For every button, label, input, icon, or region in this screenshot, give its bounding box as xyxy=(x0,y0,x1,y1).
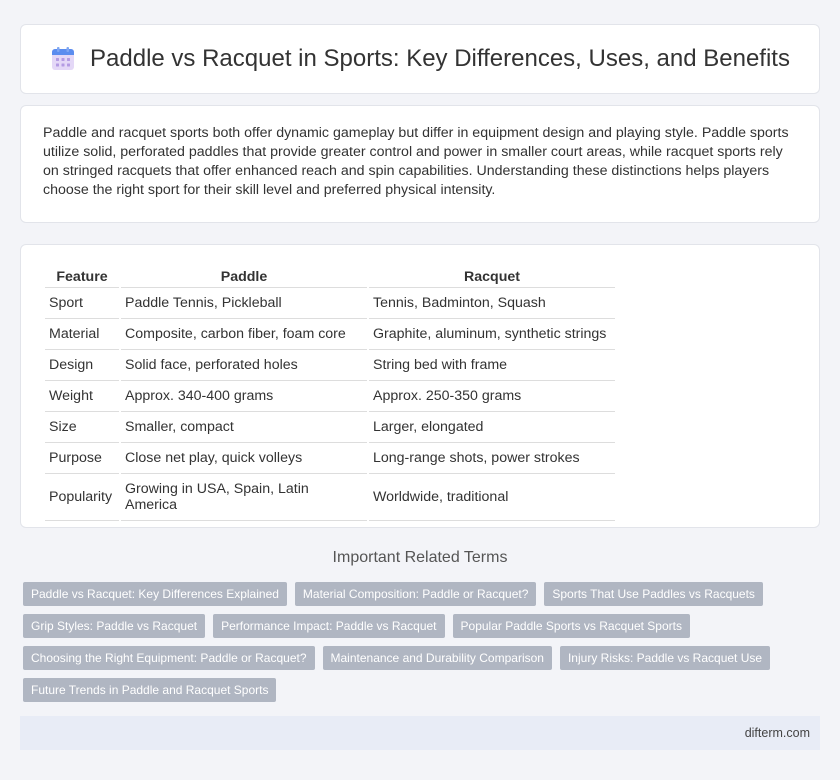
header-racquet: Racquet xyxy=(369,265,615,288)
row-racquet: Larger, elongated xyxy=(369,412,615,443)
related-term-tag[interactable]: Grip Styles: Paddle vs Racquet xyxy=(23,614,205,638)
row-paddle: Close net play, quick volleys xyxy=(121,443,367,474)
header-paddle: Paddle xyxy=(121,265,367,288)
row-racquet: Graphite, aluminum, synthetic strings xyxy=(369,319,615,350)
row-paddle: Paddle Tennis, Pickleball xyxy=(121,288,367,319)
table-row xyxy=(45,319,615,350)
table-row xyxy=(45,288,615,319)
row-racquet: Approx. 250-350 grams xyxy=(369,381,615,412)
row-racquet: Worldwide, traditional xyxy=(369,474,615,521)
table-header-row xyxy=(45,265,615,288)
related-term-tag[interactable]: Paddle vs Racquet: Key Differences Explained xyxy=(23,582,287,606)
row-feature: Material xyxy=(45,319,119,350)
table-row xyxy=(45,443,615,474)
related-term-tag[interactable]: Popular Paddle Sports vs Racquet Sports xyxy=(453,614,690,638)
row-feature: Popularity xyxy=(45,474,119,521)
row-feature: Purpose xyxy=(45,443,119,474)
related-term-tag[interactable]: Injury Risks: Paddle vs Racquet Use xyxy=(560,646,770,670)
row-racquet: Tennis, Badminton, Squash xyxy=(369,288,615,319)
row-feature: Weight xyxy=(45,381,119,412)
related-term-tag[interactable]: Future Trends in Paddle and Racquet Sports xyxy=(23,678,276,702)
related-term-tag[interactable]: Maintenance and Durability Comparison xyxy=(323,646,552,670)
header-card xyxy=(20,24,820,94)
table-row xyxy=(45,412,615,443)
calendar-icon xyxy=(50,46,76,72)
footer xyxy=(20,716,820,750)
row-feature: Size xyxy=(45,412,119,443)
comparison-table-card xyxy=(20,244,820,528)
title-wrap xyxy=(50,45,790,73)
row-paddle: Growing in USA, Spain, Latin America xyxy=(121,474,367,521)
row-paddle: Approx. 340-400 grams xyxy=(121,381,367,412)
related-terms-tags xyxy=(23,582,813,702)
table-row xyxy=(45,381,615,412)
related-terms-title: Important Related Terms xyxy=(332,549,508,566)
related-term-tag[interactable]: Performance Impact: Paddle vs Racquet xyxy=(213,614,444,638)
row-paddle: Solid face, perforated holes xyxy=(121,350,367,381)
row-paddle: Composite, carbon fiber, foam core xyxy=(121,319,367,350)
footer-site-link[interactable]: difterm.com xyxy=(744,726,810,740)
row-feature: Design xyxy=(45,350,119,381)
table-row xyxy=(45,474,615,521)
related-term-tag[interactable]: Sports That Use Paddles vs Racquets xyxy=(544,582,763,606)
related-term-tag[interactable]: Material Composition: Paddle or Racquet? xyxy=(295,582,536,606)
related-term-tag[interactable]: Choosing the Right Equipment: Paddle or Racquet? xyxy=(23,646,315,670)
intro-card xyxy=(20,105,820,223)
intro-paragraph: Paddle and racquet sports both offer dynamic gameplay but differ in equipment design and playing style. Paddle sports utilize solid, perforated paddles that provide greater control and power in smaller court areas, while racquet sports rely on stringed racquets that offer enhanced reach and spin capabilities. Understanding these distinctions helps players choose the right sport for their skill level and preferred physical intensity. xyxy=(43,125,789,198)
row-racquet: String bed with frame xyxy=(369,350,615,381)
page-title: Paddle vs Racquet in Sports: Key Differences, Uses, and Benefits xyxy=(90,45,790,72)
row-feature: Sport xyxy=(45,288,119,319)
row-paddle: Smaller, compact xyxy=(121,412,367,443)
table-row xyxy=(45,350,615,381)
header-feature: Feature xyxy=(45,265,119,288)
comparison-table xyxy=(43,265,617,521)
row-racquet: Long-range shots, power strokes xyxy=(369,443,615,474)
